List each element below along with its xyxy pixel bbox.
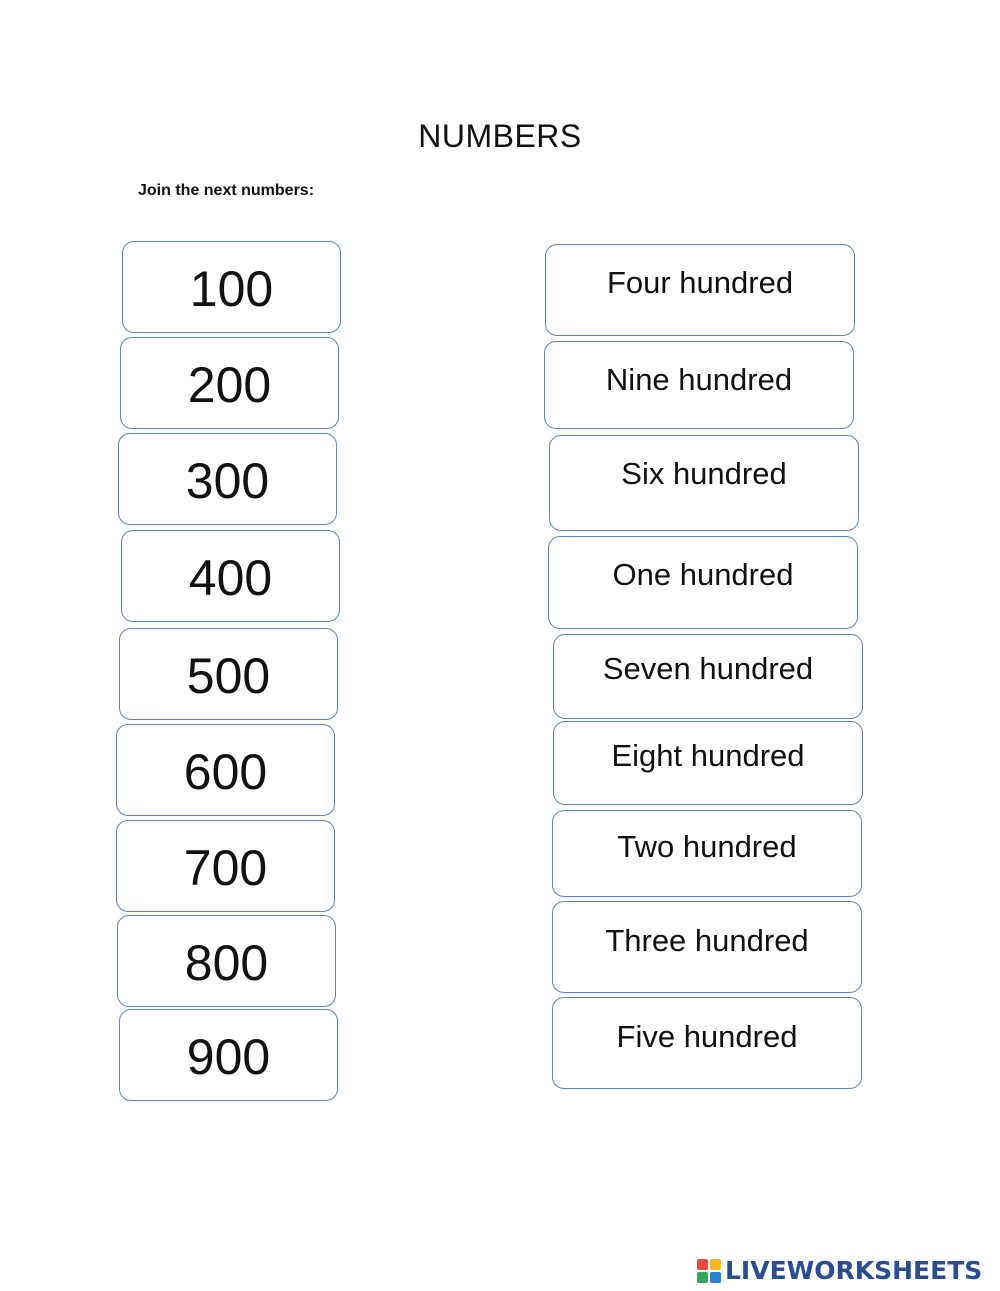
word-card-seven-hundred[interactable]	[553, 634, 863, 719]
number-label: 500	[186, 648, 271, 704]
number-label: 300	[185, 453, 270, 509]
number-label: 200	[187, 357, 272, 413]
number-label: 100	[189, 261, 274, 317]
word-card-three-hundred[interactable]	[552, 901, 862, 993]
number-card-400[interactable]	[121, 530, 340, 622]
word-card-two-hundred[interactable]	[552, 810, 862, 897]
word-label: Nine hundred	[605, 362, 793, 397]
number-label: 900	[186, 1029, 271, 1085]
word-label: Seven hundred	[602, 651, 814, 686]
word-label: Five hundred	[616, 1019, 798, 1054]
liveworksheets-logo-icon	[697, 1259, 721, 1283]
word-label: Two hundred	[617, 829, 797, 864]
number-card-700[interactable]	[116, 820, 335, 912]
word-label: Six hundred	[621, 456, 787, 491]
number-label: 600	[183, 744, 268, 800]
page-title: NUMBERS	[418, 118, 582, 154]
word-label: Three hundred	[605, 923, 809, 958]
number-card-200[interactable]	[120, 337, 339, 429]
word-label: One hundred	[612, 557, 794, 592]
number-label: 400	[188, 550, 273, 606]
word-card-six-hundred[interactable]	[549, 435, 859, 531]
word-card-nine-hundred[interactable]	[544, 341, 854, 429]
number-card-500[interactable]	[119, 628, 338, 720]
number-card-600[interactable]	[116, 724, 335, 816]
word-card-four-hundred[interactable]	[545, 244, 855, 336]
number-card-900[interactable]	[119, 1009, 338, 1101]
word-label: Four hundred	[606, 265, 794, 300]
number-card-300[interactable]	[118, 433, 337, 525]
brand-name: LIVEWORKSHEETS	[725, 1256, 983, 1285]
instruction-text: Join the next numbers:	[138, 182, 315, 199]
number-label: 700	[183, 840, 268, 896]
number-card-100[interactable]	[122, 241, 341, 333]
word-card-eight-hundred[interactable]	[553, 721, 863, 805]
word-card-one-hundred[interactable]	[548, 536, 858, 629]
number-card-800[interactable]	[117, 915, 336, 1007]
liveworksheets-logo	[697, 1256, 982, 1285]
word-card-five-hundred[interactable]	[552, 997, 862, 1089]
word-label: Eight hundred	[611, 738, 805, 773]
number-label: 800	[184, 935, 269, 991]
